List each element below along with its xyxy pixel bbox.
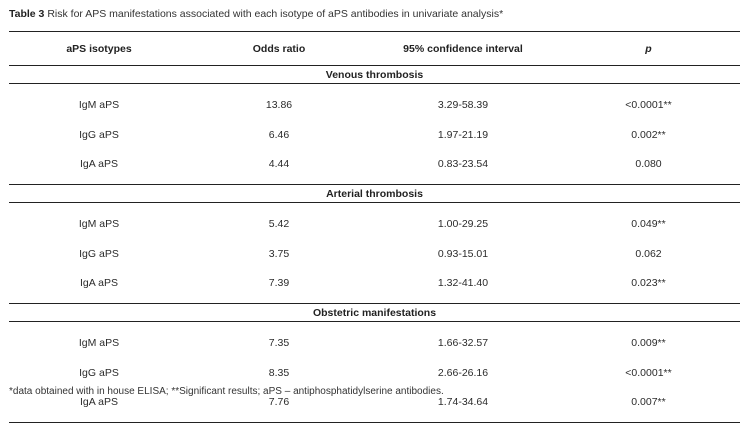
table-row xyxy=(9,122,740,148)
cell-odds-ratio: 3.75 xyxy=(268,248,290,260)
section-row-obstetric xyxy=(9,304,740,322)
cell-isotype: IgM aPS xyxy=(78,337,120,349)
header-confidence-interval: 95% confidence interval xyxy=(369,32,557,66)
table-row xyxy=(9,241,740,267)
results-table xyxy=(9,31,740,423)
cell-isotype: IgM aPS xyxy=(78,218,120,230)
cell-odds-ratio: 7.76 xyxy=(189,386,369,423)
cell-isotype: IgG aPS xyxy=(79,367,119,379)
cell-p: 0.080 xyxy=(635,158,662,170)
section-title: Obstetric manifestations xyxy=(9,304,740,322)
cell-ci: 0.83-23.54 xyxy=(437,158,489,170)
cell-ci: 1.66-32.57 xyxy=(437,337,489,349)
cell-odds-ratio: 6.46 xyxy=(268,129,290,141)
cell-ci: 1.97-21.19 xyxy=(437,129,489,141)
table-row xyxy=(9,203,740,242)
cell-odds-ratio: 5.42 xyxy=(268,218,290,230)
header-isotypes: aPS isotypes xyxy=(9,32,189,66)
cell-ci: 2.66-26.16 xyxy=(437,367,489,379)
cell-odds-ratio: 7.35 xyxy=(268,337,290,349)
cell-isotype: IgA aPS xyxy=(80,277,118,289)
table-row xyxy=(9,360,740,386)
cell-isotype: IgM aPS xyxy=(78,99,120,111)
cell-ci: 1.74-34.64 xyxy=(369,386,557,423)
cell-p: 0.007** xyxy=(557,386,740,423)
table-caption-label: Table 3 xyxy=(9,8,45,20)
table-row xyxy=(9,322,740,361)
cell-p: 0.009** xyxy=(631,337,666,349)
cell-ci: 3.29-58.39 xyxy=(437,99,489,111)
table-header-row xyxy=(9,32,740,66)
cell-p: 0.002** xyxy=(631,129,666,141)
table-caption xyxy=(9,8,503,20)
cell-isotype: IgG aPS xyxy=(79,248,119,260)
cell-odds-ratio: 13.86 xyxy=(265,99,293,111)
table-row xyxy=(9,148,740,185)
cell-ci: 1.32-41.40 xyxy=(437,277,489,289)
cell-p: 0.062 xyxy=(635,248,662,260)
cell-isotype: IgG aPS xyxy=(79,129,119,141)
section-title: Venous thrombosis xyxy=(9,66,740,84)
cell-isotype: IgA aPS xyxy=(9,386,189,423)
header-odds-ratio: Odds ratio xyxy=(189,32,369,66)
table-caption-text: Risk for APS manifestations associated with each isotype of aPS antibodies in univariate analysis* xyxy=(44,8,504,20)
cell-ci: 0.93-15.01 xyxy=(437,248,489,260)
table-row xyxy=(9,267,740,304)
table-row xyxy=(9,84,740,123)
section-title: Arterial thrombosis xyxy=(9,185,740,203)
section-row-arterial xyxy=(9,185,740,203)
cell-odds-ratio: 7.39 xyxy=(268,277,290,289)
section-row-venous xyxy=(9,66,740,84)
cell-odds-ratio: 8.35 xyxy=(268,367,290,379)
cell-odds-ratio: 4.44 xyxy=(268,158,290,170)
cell-isotype: IgA aPS xyxy=(80,158,118,170)
cell-p: 0.023** xyxy=(631,277,666,289)
header-p-value: p xyxy=(557,32,740,66)
cell-ci: 1.00-29.25 xyxy=(437,218,489,230)
table-footnote: *data obtained with in house ELISA; **Significant results; aPS – antiphosphatidylserine antibodies. xyxy=(9,386,444,397)
cell-p: <0.0001** xyxy=(625,99,672,111)
cell-p: 0.049** xyxy=(631,218,666,230)
cell-p: <0.0001** xyxy=(625,367,672,379)
